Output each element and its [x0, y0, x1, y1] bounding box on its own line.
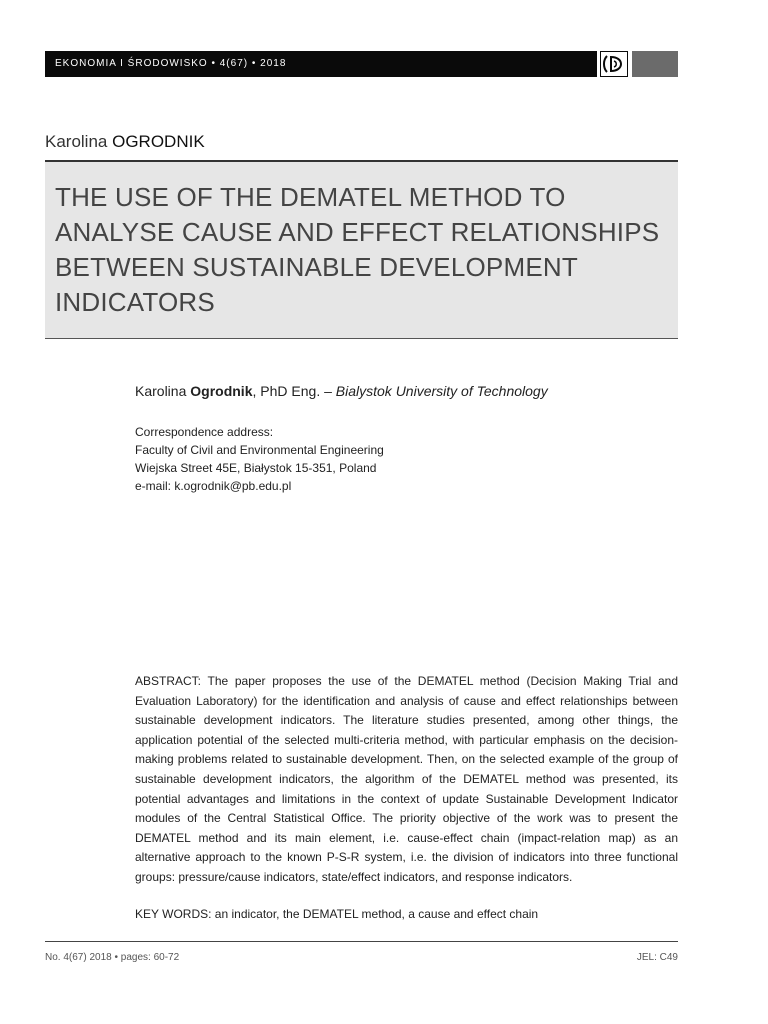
journal-logo-icon: [600, 51, 628, 77]
footer-issue-pages: No. 4(67) 2018 • pages: 60-72: [45, 952, 180, 963]
footer-rule: [45, 941, 678, 942]
byline-affiliation: Bialystok University of Technology: [335, 383, 548, 399]
keywords: KEY WORDS: an indicator, the DEMATEL method, a cause and effect chain: [135, 907, 539, 921]
byline-first-name: Karolina: [135, 383, 191, 399]
byline-degree: , PhD Eng. –: [252, 383, 336, 399]
author-last-name: OGRODNIK: [112, 132, 205, 151]
address-line-faculty: Faculty of Civil and Environmental Engineering: [135, 443, 384, 457]
paper-title: THE USE OF THE DEMATEL METHOD TO ANALYSE CAUSE AND EFFECT RELATIONSHIPS BETWEEN SUSTAINABLE DEVELOPMENT INDICATORS: [55, 182, 660, 317]
journal-line: EKONOMIA I ŚRODOWISKO • 4(67) • 2018: [55, 58, 287, 69]
journal-header-bar: [45, 51, 597, 77]
author-name: [45, 132, 205, 152]
title-box: [45, 162, 678, 338]
byline-last-name: Ogrodnik: [190, 383, 253, 399]
abstract-text: ABSTRACT: The paper proposes the use of the DEMATEL method (Decision Making Trial and Evaluation Laboratory) for the identification and analysis of cause and effect relationships between sustainable development indicators. The literature studies presented, among other things, the application potential of the selected multi-criteria method, with particular emphasis on the decision-making problems related to sustainable development. Then, on the selected example of the group of sustainable development indicators, the algorithm of the DEMATEL method was presented, its potential advantages and limitations in the context of update Sustainable Development Indicator modules of the Central Statistical Office. The priority objective of the work was to present the DEMATEL method and its main element, i.e. cause-effect chain (impact-relation map) as an alternative approach to the known P-S-R system, i.e. the division of indicators into three functional groups: pressure/cause indicators, state/effect indicators, and response indicators.: [135, 674, 678, 884]
address-email: e-mail: k.ogrodnik@pb.edu.pl: [135, 479, 292, 493]
address-label: Correspondence address:: [135, 425, 274, 439]
header-accent-block: [632, 51, 678, 77]
author-first-name: Karolina: [45, 132, 108, 151]
correspondence-address: [135, 423, 384, 495]
footer-jel-code: JEL: C49: [636, 952, 678, 963]
author-byline: [135, 383, 548, 399]
address-line-street: Wiejska Street 45E, Białystok 15-351, Poland: [135, 461, 377, 475]
title-bottom-rule: [45, 338, 678, 339]
